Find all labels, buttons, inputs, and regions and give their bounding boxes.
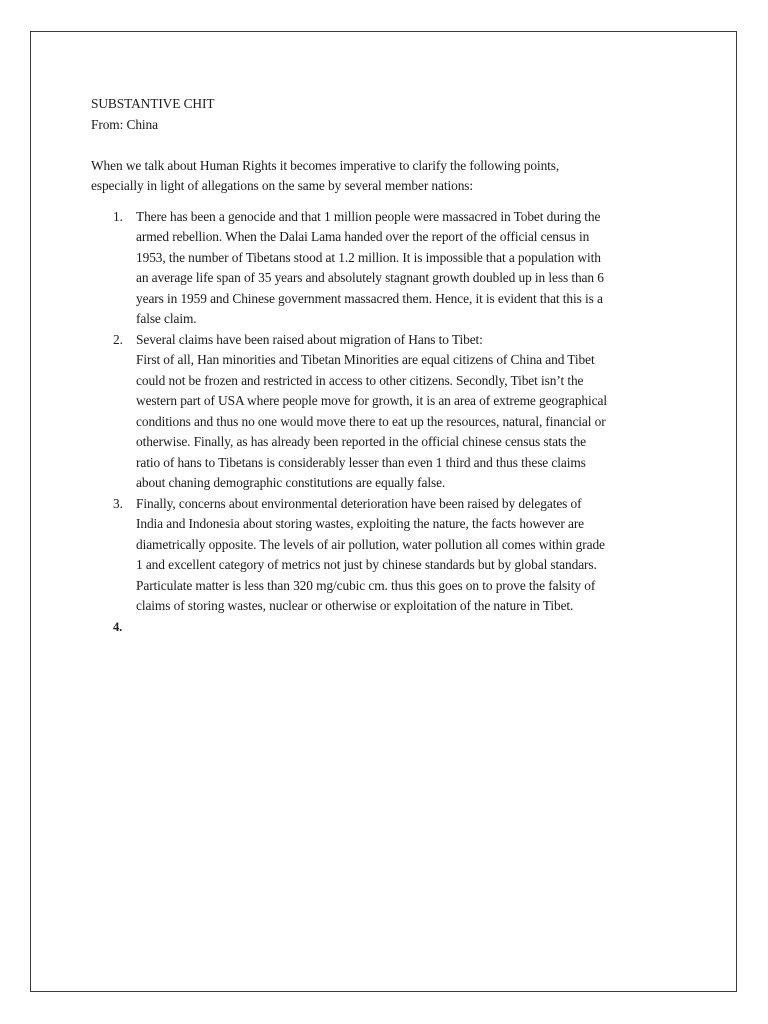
list-item-line: claims of storing wastes, nuclear or otherwise or exploitation of the nature in Tibet.: [136, 598, 574, 613]
list-item: [91, 494, 681, 617]
list-item-line: Several claims have been raised about migration of Hans to Tibet:: [136, 331, 483, 347]
intro-line: especially in light of allegations on the same by several member nations:: [91, 178, 474, 193]
list-item-empty-line: [136, 617, 681, 638]
list-item-line: 1 and excellent category of metrics not just by chinese standards but by global standars.: [136, 557, 597, 572]
list-item-line: Finally, concerns about environmental deterioration have been raised by delegates of: [136, 495, 582, 511]
list-item-number: 2.: [113, 331, 123, 347]
list-item: [91, 207, 681, 330]
intro-line: When we talk about Human Rights it becomes imperative to clarify the following points,: [91, 157, 560, 173]
document-from: From: China: [91, 116, 158, 132]
list-item: [91, 617, 681, 638]
list-item: [91, 330, 681, 494]
document-title: SUBSTANTIVE CHIT: [91, 96, 215, 111]
list-item-line: There has been a genocide and that 1 million people were massacred in Tobet during the: [136, 208, 601, 224]
list-item-line: could not be frozen and restricted in access to other citizens. Secondly, Tibet isn’t the: [136, 372, 584, 388]
list-item-line: armed rebellion. When the Dalai Lama handed over the report of the official census in: [136, 229, 590, 244]
document-body: [91, 94, 681, 637]
list-item-line: Particulate matter is less than 320 mg/cubic cm. thus this goes on to prove the falsity of: [136, 577, 596, 593]
intro-paragraph: [91, 156, 681, 197]
list-item-line: western part of USA where people move for growth, it is an area of extreme geographical: [136, 393, 607, 408]
list-item-line: false claim.: [136, 311, 197, 326]
list-item-number: 3.: [113, 495, 123, 511]
list-item-line: First of all, Han minorities and Tibetan Minorities are equal citizens of China and Tibet: [136, 352, 595, 367]
list-item-line: 1953, the number of Tibetans stood at 1.2 million. It is impossible that a population with: [136, 249, 601, 265]
list-item-line: ratio of hans to Tibetans is considerably lesser than even 1 third and thus these claims: [136, 454, 586, 470]
list-item-line: India and Indonesia about storing wastes, exploiting the nature, the facts however are: [136, 516, 585, 531]
points-list: [91, 207, 681, 638]
document-page: [30, 31, 737, 992]
list-item-number: 4.: [113, 619, 123, 634]
list-item-line: years in 1959 and Chinese government massacred them. Hence, it is evident that this is a: [136, 290, 603, 306]
list-item-line: about chaning demographic constitutions are equally false.: [136, 475, 446, 490]
list-item-number: 1.: [113, 208, 123, 224]
list-item-line: conditions and thus no one would move there to eat up the resources, natural, financial or: [136, 413, 606, 429]
list-item-line: diametrically opposite. The levels of air pollution, water pollution all comes within grade: [136, 536, 605, 552]
list-item-line: otherwise. Finally, as has already been reported in the official chinese census stats the: [136, 434, 586, 449]
list-item-line: an average life span of 35 years and absolutely stagnant growth doubled up in less than 6: [136, 270, 604, 285]
